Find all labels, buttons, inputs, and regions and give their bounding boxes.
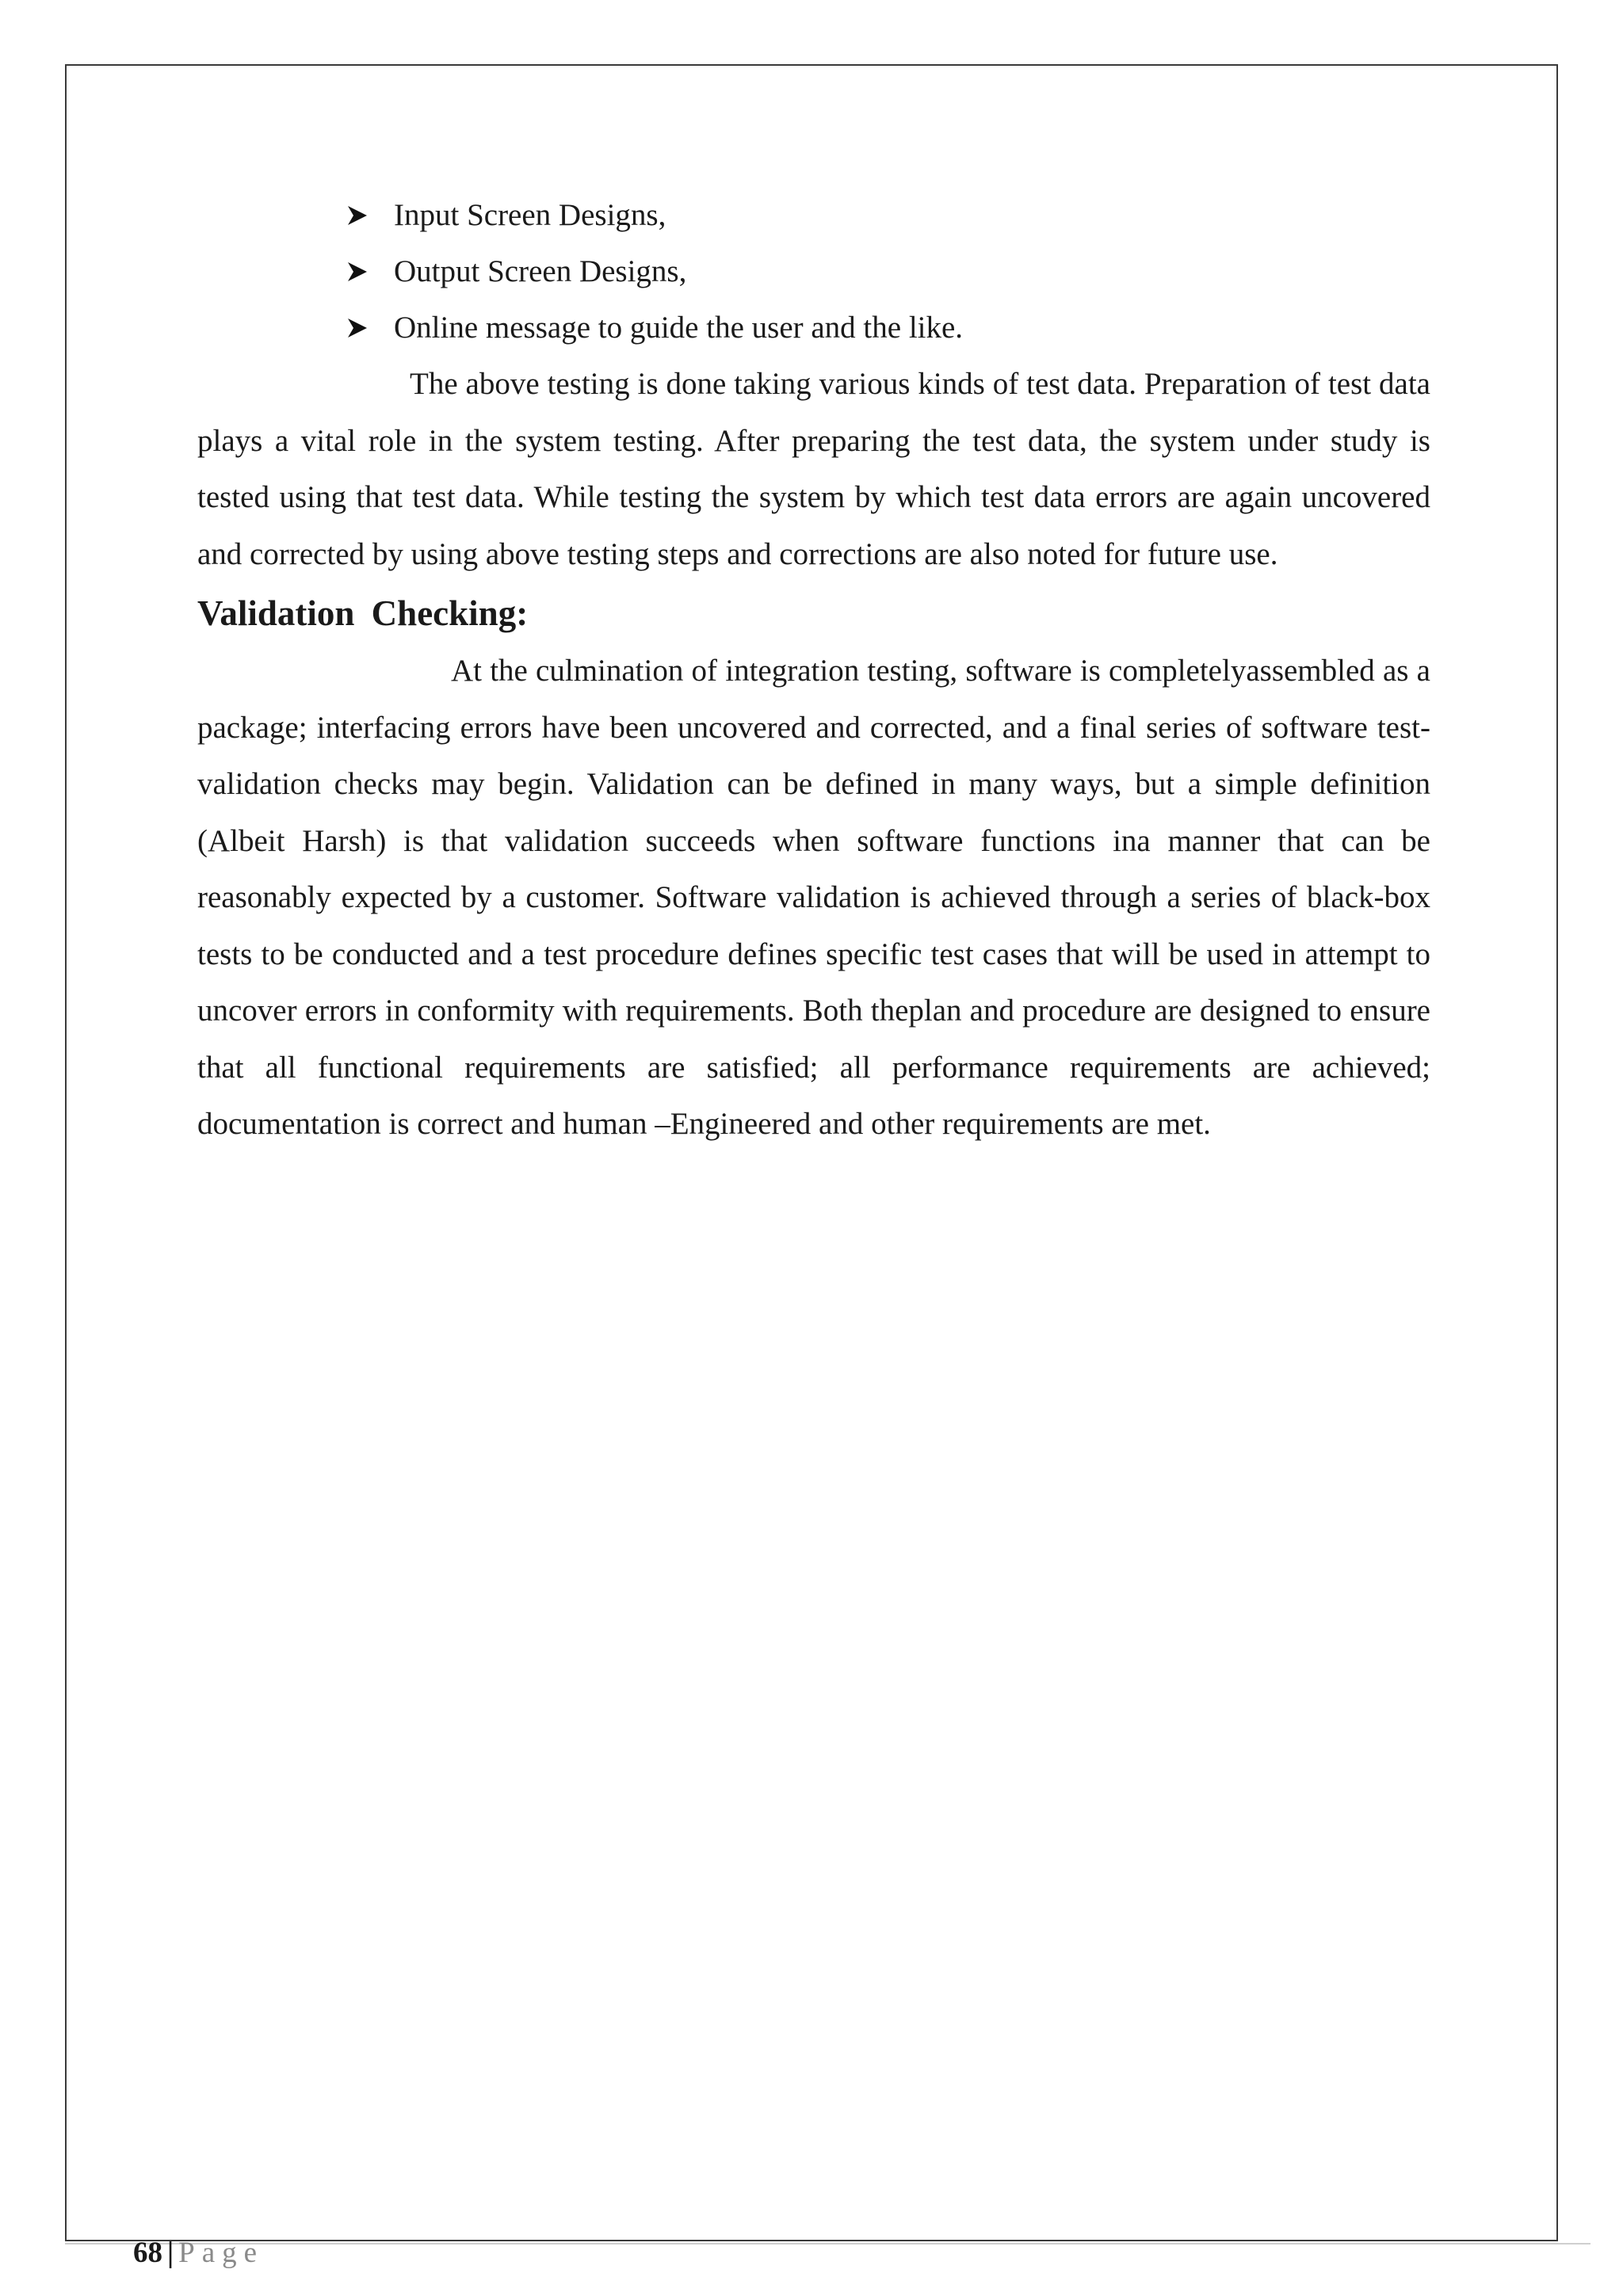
- list-item: [346, 187, 1430, 243]
- arrow-bullet-icon: [346, 261, 369, 283]
- page-content: [197, 187, 1430, 1153]
- bullet-text: Input Screen Designs,: [394, 198, 666, 232]
- footer-divider: [65, 2243, 1591, 2245]
- section-heading: Validation Checking:: [197, 593, 529, 633]
- page-number: 68: [133, 2237, 162, 2269]
- bullet-text: Online message to guide the user and the like.: [394, 311, 964, 345]
- list-item: [346, 299, 1430, 356]
- page-label: Page: [178, 2237, 265, 2269]
- page-footer: [133, 2234, 264, 2272]
- list-item: [346, 243, 1430, 299]
- bullet-list: [197, 187, 1430, 356]
- arrow-bullet-icon: [346, 317, 369, 339]
- footer-separator: |: [167, 2237, 174, 2269]
- validation-paragraph: At the culmination of integration testing, software is completelyassembled as a package; interfacing errors have been uncovered and corrected, and a final series of software test-validation checks may begin. Validation can be defined in many ways, but a simple definition (Albeit Harsh) is that validation succeeds when software functions ina manner that can be reasonably expected by a customer. Software validation is achieved through a series of black-box tests to be conducted and a test procedure defines specific test cases that will be used in attempt to uncover errors in conformity with requirements. Both theplan and procedure are designed to ensure that all functional requirements are satisfied; all performance requirements are achieved; documentation is correct and human –Engineered and other requirements are met.: [197, 654, 1430, 1141]
- testing-paragraph: The above testing is done taking various kinds of test data. Preparation of test data plays a vital role in the system testing. After preparing the test data, the system under study is tested using that test data. While testing the system by which test data errors are again uncovered and corrected by using above testing steps and corrections are also noted for future use.: [197, 367, 1430, 571]
- arrow-bullet-icon: [346, 204, 369, 227]
- bullet-text: Output Screen Designs,: [394, 254, 687, 288]
